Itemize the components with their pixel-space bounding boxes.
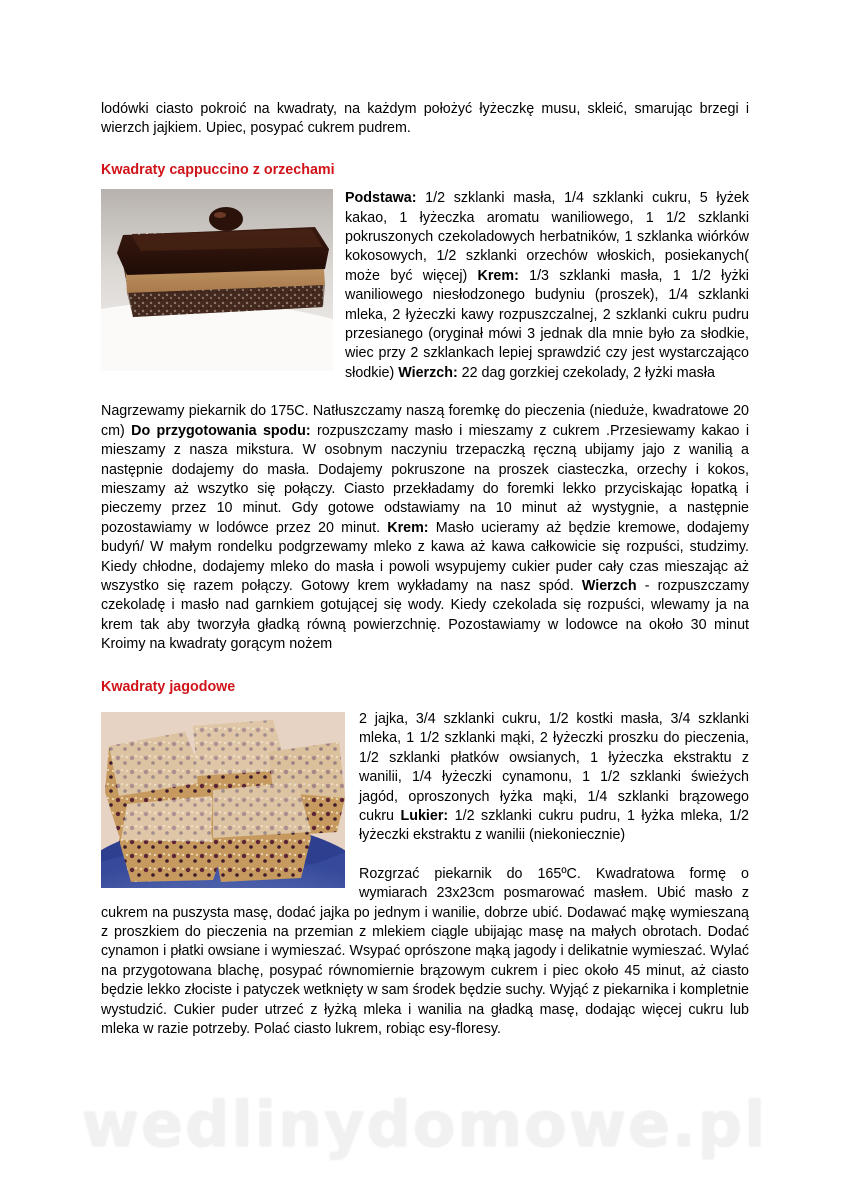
ingredients-main-text: 2 jajka, 3/4 szklanki cukru, 1/2 kostki masła, 3/4 szklanki mleka, 1 1/2 szklanki mąki, 2 łyżeczki proszku do pieczenia, 1/2 szklanki płatków owsianych, 1 łyżeczka ekstraktu z wanilii, 1/4 łyżeczki cynamonu, 1 1/2 szklanki świeżych jagód, oproszonych łyżka mąki, 1/4 szklanki brązowego cukru xyxy=(359,710,749,824)
watermark: wedlinydomowe.pl xyxy=(81,1088,768,1161)
ingredients-icing-text: 1/2 szklanki cukru pudru, 1 łyżka mleka, 1/2 łyżeczki ekstraktu z wanilii (niekoniecznie) xyxy=(359,808,749,844)
label-podstawa: Podstawa: xyxy=(345,190,417,207)
recipe1-method xyxy=(101,402,749,654)
label-krem: Krem: xyxy=(477,267,519,284)
document-page xyxy=(101,100,749,1039)
method-cream-text: Masło ucieramy aż będzie kremowe, dodajemy budyń/ W małym rondelku podgrzewamy mleko z kawa aż kawa całkowicie się rozpuści, studzimy. Kiedy chłodne, dodajemy mleko do masła i powoli wsypujemy cukier puder cały czas mieszając aż wszystko się razem połączy. Gotowy krem wykładamy na nasz spód. xyxy=(101,519,749,594)
blueberry-squares-photo xyxy=(101,712,345,888)
cappuccino-squares-photo xyxy=(101,189,333,371)
method-top-text: - rozpuszczamy czekoladę i masło nad garnkiem gotującej się wody. Kiedy czekolada się rozpuści, wlewamy ja na krem tak aby tworzyła gładką równą powierzchnię. Pozostawiamy w lodowce na około 30 minut Kroimy na kwadraty gorącym nożem xyxy=(101,577,749,653)
label-do-przygotowania: Do przygotowania spodu: xyxy=(131,422,311,439)
recipe2-method: Rozgrzać piekarnik do 165ºC. Kwadratowa formę o wymiarach 23x23cm posmarować masłem. Ubić masło z cukrem na puszysta masę, dodać jajka po jednym i wanilie, dobrze ubić. Dodawać mąkę wymieszaną z proszkiem do pieczenia na przemian z mlekiem ciągle ubijając masę na małych obrotach. Dodać cynamon i płatki owsiane i wymieszać. Wsypać oprószone mąką jagody i delikatnie wymieszać. Wylać na przygotowana blachę, posypać równomiernie brązowym cukrem i piec około 45 minut, aż ciasto będzie lekko złociste i patyczek wetknięty w sam środek będzie suchy. Wyjąć z piekarnika i kompletnie wystudzić. Cukier puder utrzeć z łyżką mleka i wanilia na gładką masę, dodając więcej cukru lub mleka w razie potrzeby. Polać ciasto lukrem, robiąc esy-floresy. xyxy=(101,865,750,1038)
label-lukier: Lukier: xyxy=(400,808,449,824)
recipe1-title: Kwadraty cappuccino z orzechami xyxy=(101,161,335,178)
ingredients-top-text: 22 dag gorzkiej czekolady, 2 łyżki masła xyxy=(457,364,715,381)
recipe1-ingredients-block xyxy=(101,189,749,383)
method-base-text: rozpuszczamy masło i mieszamy z cukrem .Przesiewamy kakao i mieszamy z nasza mikstura. W osobnym naczyniu trzepaczką ręczną ubijamy jajo z wanilią a następnie dodajemy do masła. Dodajemy pokruszone na proszek ciasteczka, orzechy i kokos, mieszamy aż wszytko się połączy. Ciasto przekładamy do foremki lekko przyciskając łopatką i pieczemy przez 10 minut. Gdy gotowe odstawiamy na 10 minut aż wystygnie, a następnie pozostawiamy w lodówce przez 20 minut. xyxy=(101,422,749,536)
recipe2-title: Kwadraty jagodowe xyxy=(101,678,236,695)
ingredients-cream-text: 1/3 szklanki masła, 1 1/2 łyżki waniliowego niesłodzonego budyniu (proszek), 1/4 szklanki mleka, 2 łyżeczki kawy rozpuszczalnej, 2 szklanki cukru pudru przesianego (oryginał mówi 3 jednak dla mnie było za słodkie, wiec przy 2 szklankach lepiej sprawdzić czy jest wystarczająco słodkie) xyxy=(345,267,749,381)
ingredients-base-text: 1/2 szklanki masła, 1/4 szklanki cukru, 5 łyżek kakao, 1 łyżeczka aromatu waniliowego, 1 1/2 szklanki pokruszonych czekoladowych herbatników, 1 szklanka wiórków kokosowych, 1/2 szklanki orzechów włoskich, posiekanych( może być więcej) xyxy=(345,190,749,284)
intro-paragraph: lodówki ciasto pokroić na kwadraty, na każdym położyć łyżeczkę musu, skleić, smarując brzegi i wierzch jajkiem. Upiec, posypać cukrem pudrem. xyxy=(101,101,749,137)
label-method-krem: Krem: xyxy=(387,519,429,536)
label-wierzch: Wierzch: xyxy=(398,364,458,381)
method-intro-text: Nagrzewamy piekarnik do 175C. Natłuszczamy naszą foremkę do pieczenia (nieduże, kwadratowe 20 cm) xyxy=(101,403,749,439)
label-method-wierzch: Wierzch xyxy=(581,577,637,594)
recipe2-body xyxy=(101,710,749,1040)
